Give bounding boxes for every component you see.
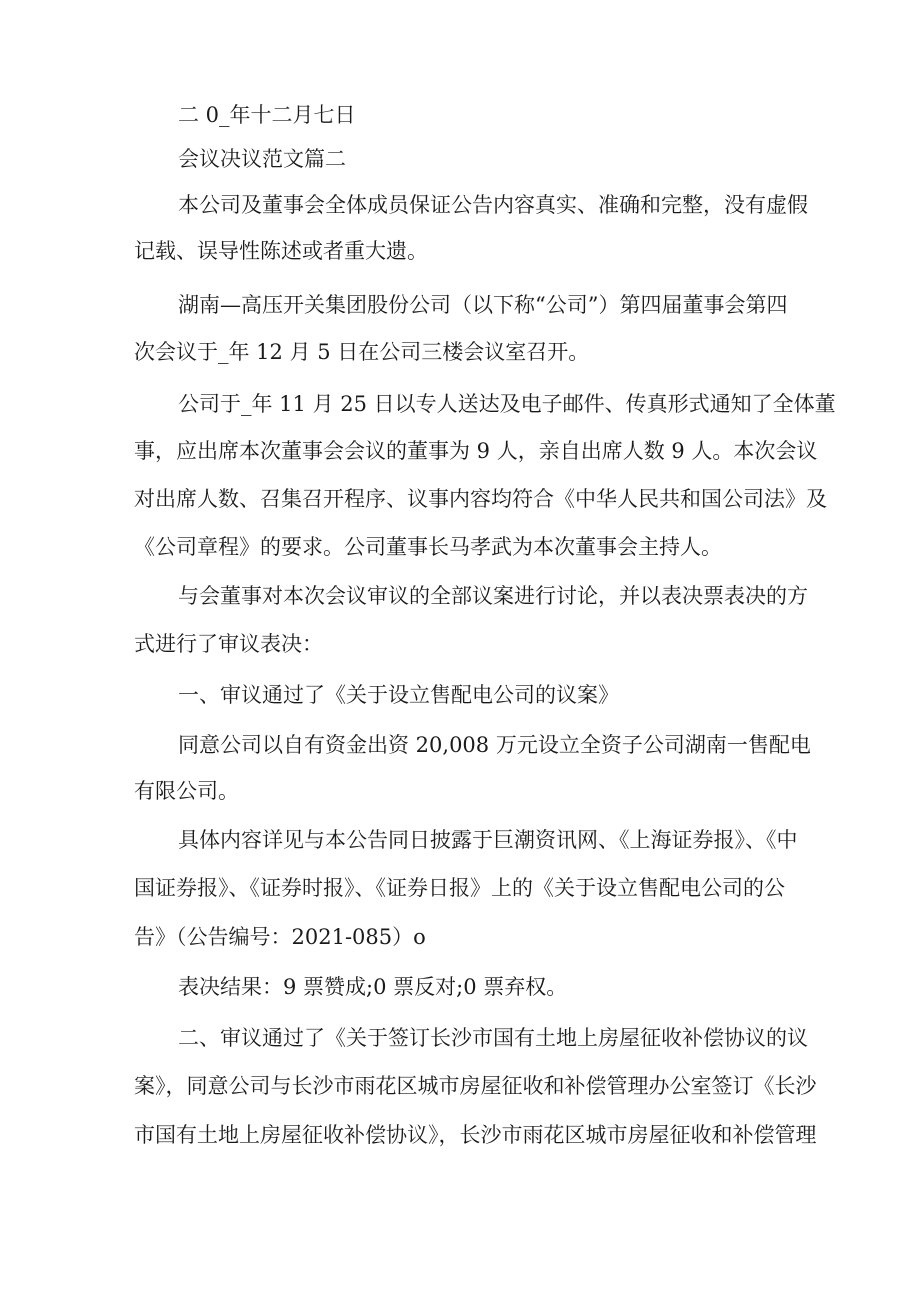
paragraph-line: 式进行了审议表决： [134,632,323,656]
paragraph-line: 具体内容详见与本公告同日披露于巨潮资讯网、《上海证券报》、《中 [178,828,798,852]
paragraph-line: 事，应出席本次董事会会议的董事为 9 人，亲自出席人数 9 人。本次会议 [134,439,818,463]
paragraph-line: 对出席人数、召集召开程序、议事内容均符合《中华人民共和国公司法》及 [134,487,827,511]
date-line: 二 0_年十二月七日 [178,103,356,127]
paragraph-line: 同意公司以自有资金出资 20,008 万元设立全资子公司湖南一售配电 [178,733,811,757]
paragraph-line: 二、审议通过了《关于签订长沙市国有土地上房屋征收补偿协议的议 [178,1026,808,1050]
paragraph-line: 案》，同意公司与长沙市雨花区城市房屋征收和补偿管理办公室签订《长沙 [134,1074,817,1098]
paragraph-line: 本公司及董事会全体成员保证公告内容真实、准确和完整，没有虚假 [178,193,808,217]
paragraph-line: 有限公司。 [134,779,239,803]
paragraph-line: 告》（公告编号：2021-085）o [134,925,426,949]
paragraph-line: 市国有土地上房屋征收补偿协议》，长沙市雨花区城市房屋征收和补偿管理 [134,1123,817,1147]
paragraph-line: 一、审议通过了《关于设立售配电公司的议案》 [178,683,619,707]
paragraph-line: 次会议于_年 12 月 5 日在公司三楼会议室召开。 [134,340,590,364]
paragraph-line: 表决结果：9 票赞成;0 票反对;0 票弃权。 [178,975,568,999]
section-title: 会议决议范文篇二 [178,147,346,171]
paragraph-line: 《公司章程》的要求。公司董事长马孝武为本次董事会主持人。 [134,535,722,559]
paragraph-line: 公司于_年 11 月 25 日以专人送达及电子邮件、传真形式通知了全体董 [178,392,836,416]
paragraph-line: 与会董事对本次会议审议的全部议案进行讨论，并以表决票表决的方 [178,584,808,608]
paragraph-line: 国证券报》、《证券时报》、《证券日报》上的《关于设立售配电公司的公 [134,876,785,900]
paragraph-line: 湖南—高压开关集团股份公司（以下称“公司”）第四届董事会第四 [178,293,788,317]
paragraph-line: 记载、误导性陈述或者重大遗。 [134,239,428,263]
